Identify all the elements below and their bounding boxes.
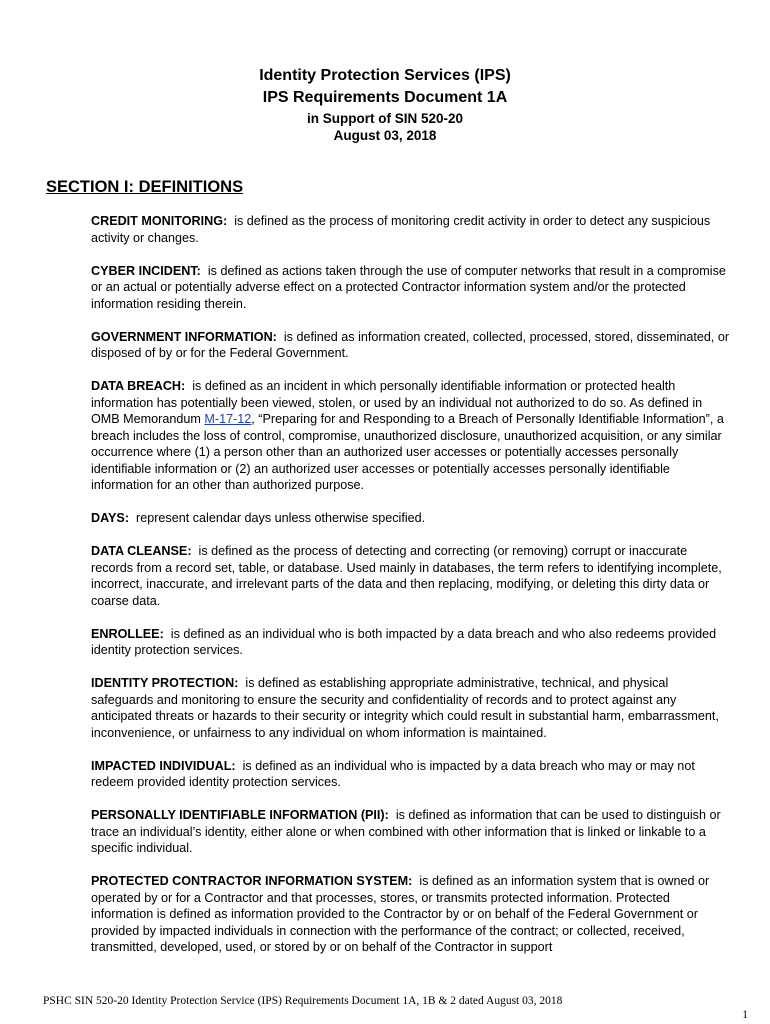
definition-data-breach xyxy=(91,378,731,494)
definition-term: DATA CLEANSE: xyxy=(91,544,192,558)
definition-term: ENROLLEE: xyxy=(91,626,164,641)
definition-pii xyxy=(91,807,731,857)
definition-term: IDENTITY PROTECTION: xyxy=(91,676,239,690)
definition-data-cleanse xyxy=(91,543,731,609)
definition-days xyxy=(91,510,731,527)
document-support-line: in Support of SIN 520-20 xyxy=(306,111,464,126)
definition-protected-contractor-information-system xyxy=(91,873,731,956)
definition-text: is defined as actions taken through the use of computer networks that result in a compromise or an actual or potentially adverse effect on a protected Contractor information system and/or the protected information residing therein. xyxy=(91,263,726,311)
definition-term: PERSONALLY IDENTIFIABLE INFORMATION (PII): xyxy=(91,808,389,822)
page-footer: PSHC SIN 520-20 Identity Protection Service (IPS) Requirements Document 1A, 1B & 2 dated August 03, 2018 xyxy=(43,995,563,1007)
definition-impacted-individual xyxy=(91,758,731,791)
page-number: 1 xyxy=(742,1009,748,1021)
definition-text: is defined as information created, collected, processed, stored, disseminated, or disposed of by or for the Federal Government. xyxy=(91,329,730,360)
document-title: Identity Protection Services (IPS) xyxy=(259,67,511,84)
definition-text: is defined as the process of monitoring credit activity in order to detect any suspicious activity or changes. xyxy=(91,214,711,245)
definition-text: is defined as an individual who is both impacted by a data breach and who also redeems provided identity protection services. xyxy=(91,626,717,657)
definition-identity-protection xyxy=(91,675,731,741)
definition-text: is defined as the process of detecting and correcting (or removing) corrupt or inaccurate records from a record set, table, or database. Used mainly in databases, the term refers to identifying incomplete, incorrect, inaccurate, and irrelevant parts of the data and then replacing, modifying, or deleting this dirty data or coarse data. xyxy=(91,544,722,608)
definition-term: DAYS: xyxy=(91,511,130,525)
definition-term: GOVERNMENT INFORMATION: xyxy=(91,329,277,344)
definition-term: PROTECTED CONTRACTOR INFORMATION SYSTEM: xyxy=(91,874,413,888)
definition-text: is defined as information that can be used to distinguish or trace an individual’s identity, either alone or when combined with other information that is linked or linkable to a specific individual. xyxy=(91,808,721,855)
definition-term: CREDIT MONITORING: xyxy=(91,214,228,228)
section-heading: SECTION I: DEFINITIONS xyxy=(46,178,244,196)
definitions-list xyxy=(91,213,731,972)
omb-memorandum-link[interactable]: M-17-12 xyxy=(204,412,252,426)
definition-text: is defined as establishing appropriate administrative, technical, and physical safeguards and monitoring to ensure the security and confidentiality of records and to protect against any anticipated threats or hazards to their security or integrity which could result in substantial harm, embarrassment, inconvenience, or unfairness to any individual on whom information is maintained. xyxy=(91,676,719,740)
definition-term: CYBER INCIDENT: xyxy=(91,263,201,278)
definition-cyber-incident xyxy=(91,263,731,313)
definition-credit-monitoring xyxy=(91,213,731,246)
definition-text-continued: , “Preparing for and Responding to a Breach of Personally Identifiable Information”, a breach includes the loss of control, compromise, unauthorized disclosure, unauthorized acquisition, or any similar occurrence where (1) a person other than an authorized user accesses or potentially accesses personally identifiable information or (2) an authorized user accesses or potentially accesses personally identifiable information for an other than authorized purpose. xyxy=(91,412,724,492)
definition-term: IMPACTED INDIVIDUAL: xyxy=(91,758,236,773)
document-date: August 03, 2018 xyxy=(333,128,437,143)
definition-government-information xyxy=(91,329,731,362)
definition-text: is defined as an individual who is impacted by a data breach who may or may not redeem provided identity protection services. xyxy=(91,758,695,789)
definition-text: represent calendar days unless otherwise specified. xyxy=(136,511,426,525)
definition-text: is defined as an information system that is owned or operated by or for a Contractor and that processes, stores, or transmits protected information. Protected information is defined as information provided to the Contractor by or on behalf of the Federal Government or provided by impacted individuals in connection with the performance of the contract; or collected, received, transmitted, developed, used, or stored by or on behalf of the Contractor in support xyxy=(91,874,710,954)
definition-enrollee xyxy=(91,626,731,659)
document-subtitle: IPS Requirements Document 1A xyxy=(262,89,508,106)
definition-text: is defined as an incident in which personally identifiable information or protected health information has potentially been viewed, stolen, or used by an individual not authorized to do so. As defined in OMB Memorandum xyxy=(91,379,703,426)
definition-term: DATA BREACH: xyxy=(91,379,186,393)
